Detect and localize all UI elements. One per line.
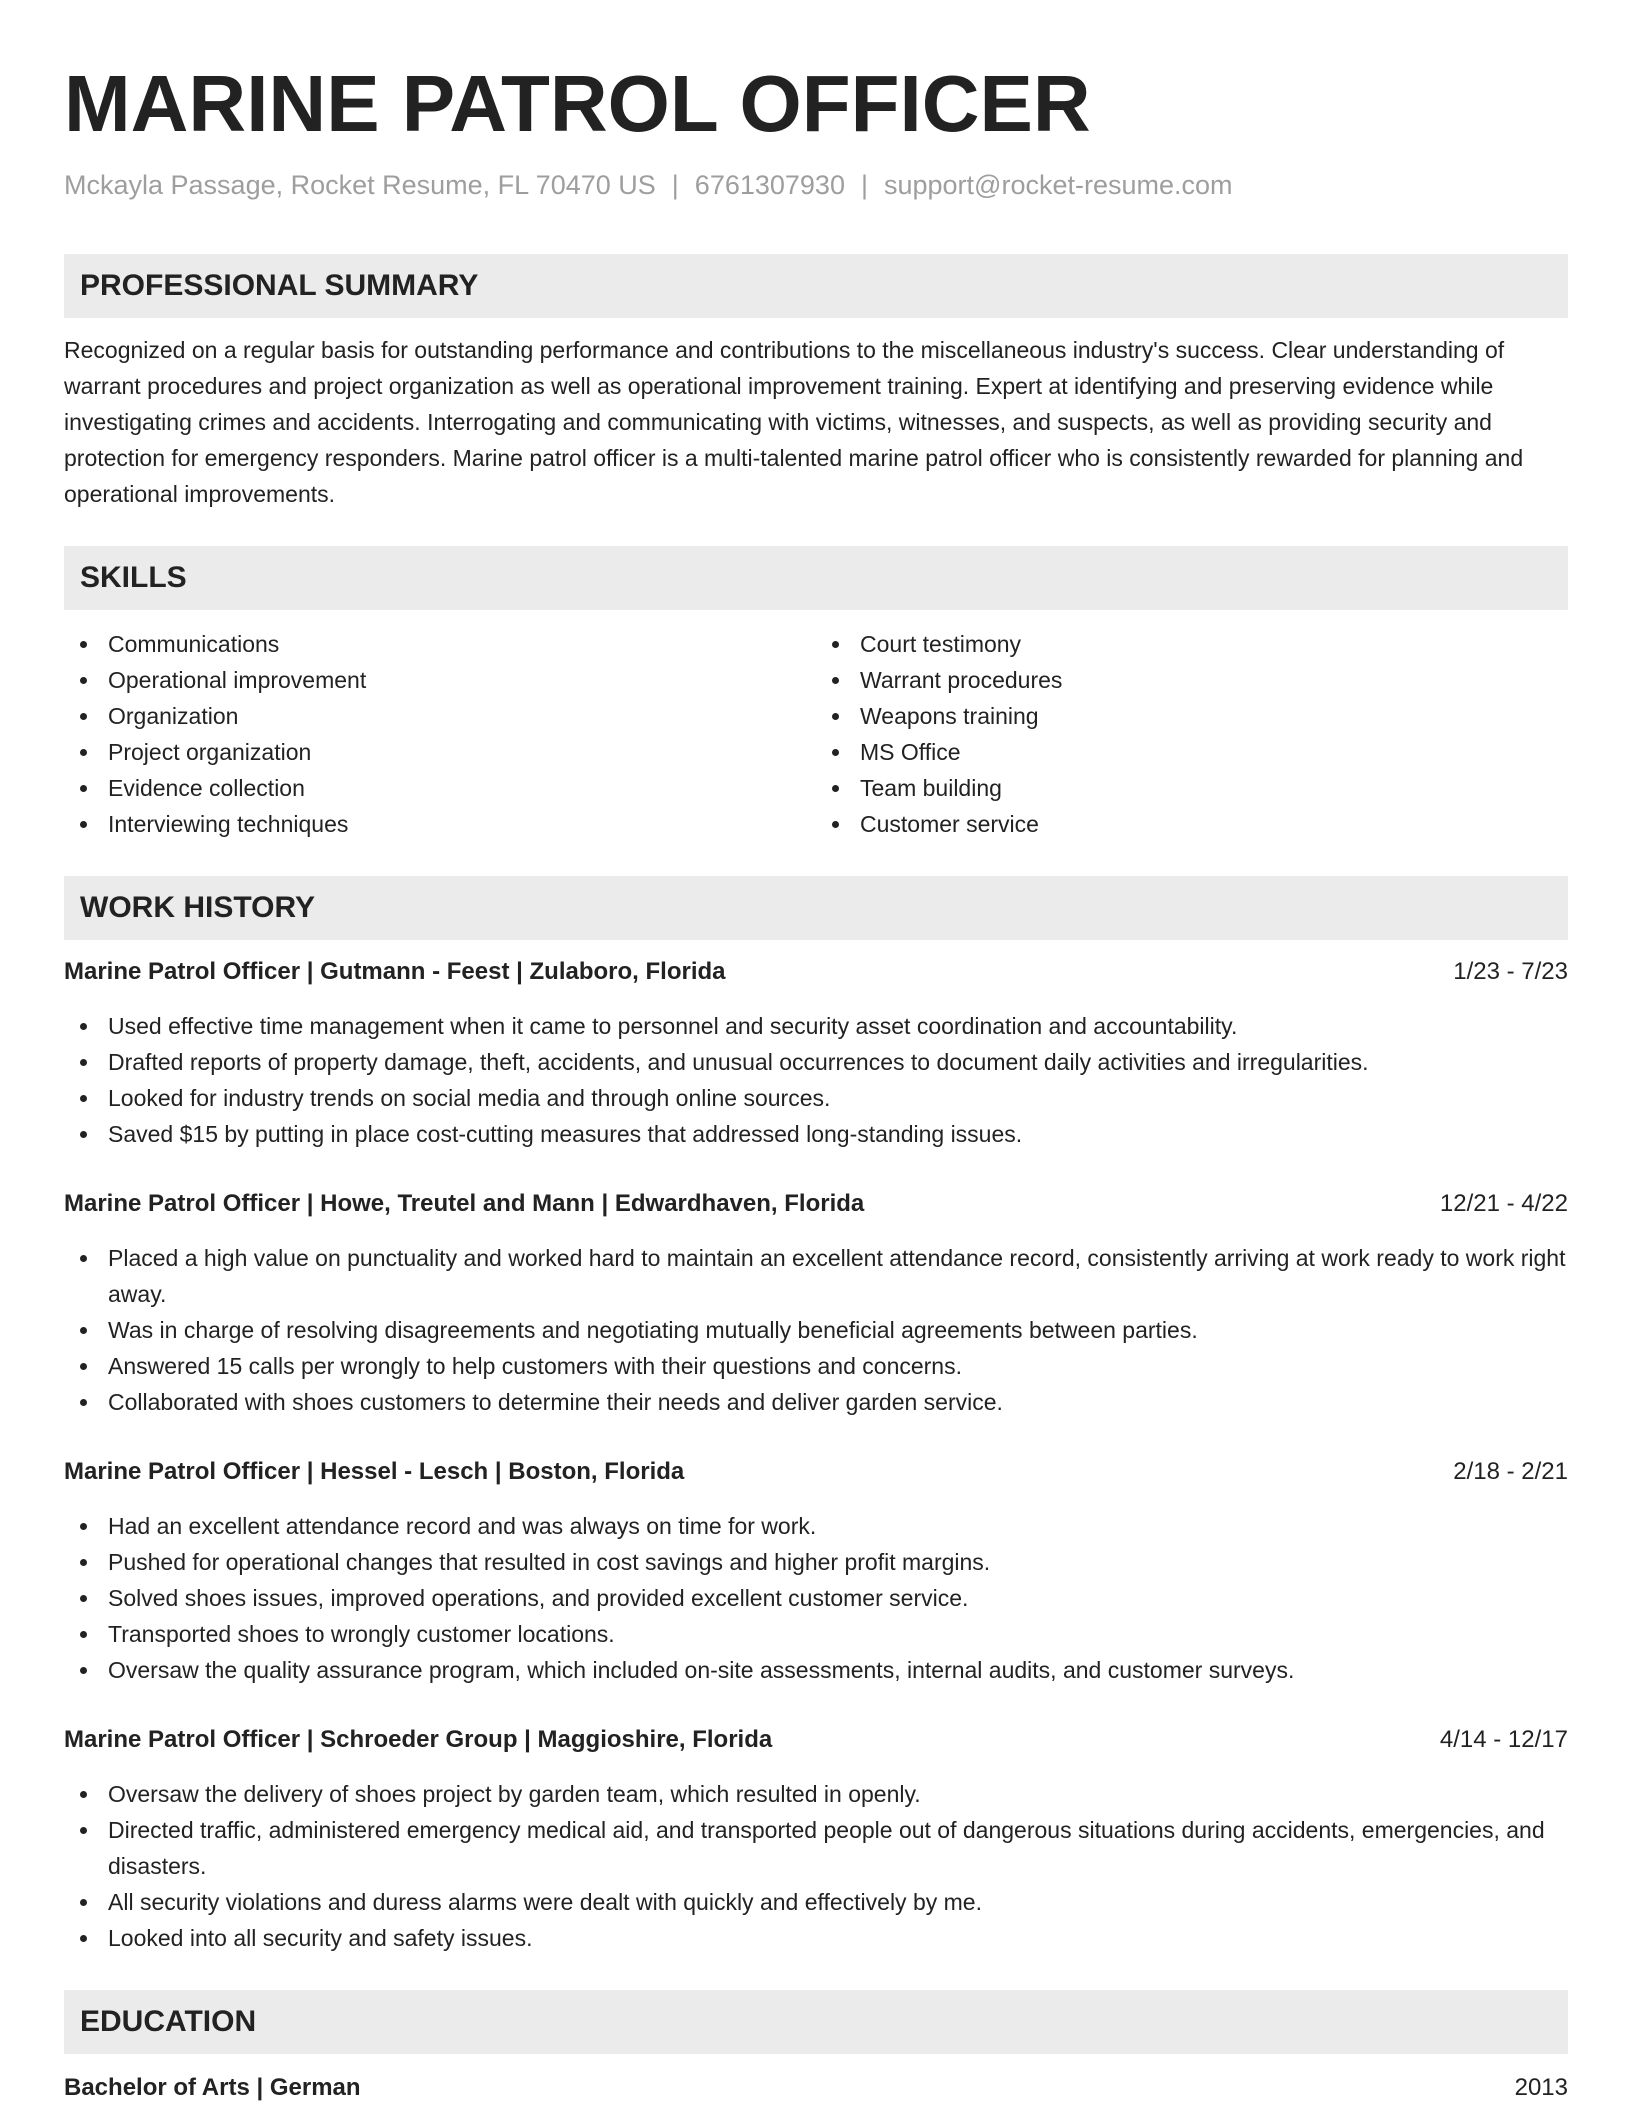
skills-column-left	[64, 626, 816, 842]
skill-item: Interviewing techniques	[108, 806, 816, 842]
job-bullet: Answered 15 calls per wrongly to help customers with their questions and concerns.	[64, 1348, 1568, 1384]
skill-item: Communications	[108, 626, 816, 662]
job-bullets	[64, 1508, 1568, 1688]
job-bullet: Placed a high value on punctuality and worked hard to maintain an excellent attendance record, consistently arriving at work ready to work right away.	[64, 1240, 1568, 1312]
contact-separator: |	[860, 170, 868, 200]
skill-item: Operational improvement	[108, 662, 816, 698]
skills-heading: SKILLS	[64, 546, 1568, 610]
education-degree: Bachelor of Arts | German	[64, 2074, 361, 2101]
job-header	[64, 1722, 1568, 1758]
job-entry	[64, 954, 1568, 1152]
skill-item: Warrant procedures	[860, 662, 1568, 698]
job-dates: 12/21 - 4/22	[1439, 1190, 1568, 1217]
contact-phone: 6761307930	[694, 170, 845, 200]
job-dates: 4/14 - 12/17	[1439, 1726, 1568, 1753]
skill-item: MS Office	[860, 734, 1568, 770]
job-title: Marine Patrol Officer | Schroeder Group | Maggioshire, Florida	[64, 1726, 773, 1753]
education-entry	[64, 2070, 1568, 2106]
job-dates: 2/18 - 2/21	[1453, 1458, 1568, 1485]
job-bullet: Oversaw the quality assurance program, which included on-site assessments, internal audits, and customer surveys.	[64, 1652, 1568, 1688]
job-bullet: Looked into all security and safety issues.	[64, 1920, 1568, 1956]
skills-column-right	[816, 626, 1568, 842]
skill-item: Project organization	[108, 734, 816, 770]
job-bullets	[64, 1240, 1568, 1420]
skill-item: Customer service	[860, 806, 1568, 842]
page-title: MARINE PATROL OFFICER	[64, 59, 1091, 148]
job-bullet: Directed traffic, administered emergency medical aid, and transported people out of dangerous situations during accidents, emergencies, and disasters.	[64, 1812, 1568, 1884]
skill-item: Weapons training	[860, 698, 1568, 734]
job-bullets	[64, 1776, 1568, 1956]
job-bullet: All security violations and duress alarms were dealt with quickly and effectively by me.	[64, 1884, 1568, 1920]
job-title: Marine Patrol Officer | Hessel - Lesch | Boston, Florida	[64, 1458, 685, 1485]
job-bullet: Pushed for operational changes that resulted in cost savings and higher profit margins.	[64, 1544, 1568, 1580]
education-heading: EDUCATION	[64, 1990, 1568, 2054]
job-bullet: Saved $15 by putting in place cost-cutting measures that addressed long-standing issues.	[64, 1116, 1568, 1152]
job-header	[64, 954, 1568, 990]
education-year: 2013	[1514, 2074, 1568, 2101]
skill-item: Court testimony	[860, 626, 1568, 662]
job-dates: 1/23 - 7/23	[1453, 958, 1568, 985]
job-bullet: Had an excellent attendance record and was always on time for work.	[64, 1508, 1568, 1544]
job-title: Marine Patrol Officer | Howe, Treutel and Mann | Edwardhaven, Florida	[64, 1190, 865, 1217]
contact-address: Mckayla Passage, Rocket Resume, FL 70470 US	[64, 170, 656, 200]
job-title: Marine Patrol Officer | Gutmann - Feest | Zulaboro, Florida	[64, 958, 726, 985]
job-bullet: Was in charge of resolving disagreements and negotiating mutually beneficial agreements between parties.	[64, 1312, 1568, 1348]
summary-text: Recognized on a regular basis for outstanding performance and contributions to the miscellaneous industry's success. Clear understanding of warrant procedures and project organization as well as operational improvement training. Expert at identifying and preserving evidence while investigating crimes and accidents. Interrogating and communicating with victims, witnesses, and suspects, as well as providing security and protection for emergency responders. Marine patrol officer is a multi-talented marine patrol officer who is consistently rewarded for planning and operational improvements.	[64, 337, 1524, 507]
work-history-heading: WORK HISTORY	[64, 876, 1568, 940]
job-bullet: Solved shoes issues, improved operations, and provided excellent customer service.	[64, 1580, 1568, 1616]
skill-item: Organization	[108, 698, 816, 734]
job-bullet: Oversaw the delivery of shoes project by garden team, which resulted in openly.	[64, 1776, 1568, 1812]
resume-page	[64, 0, 1568, 2106]
job-bullet: Used effective time management when it came to personnel and security asset coordination and accountability.	[64, 1008, 1568, 1044]
summary-heading: PROFESSIONAL SUMMARY	[64, 254, 1568, 318]
job-entry	[64, 1722, 1568, 1956]
contact-separator: |	[671, 170, 679, 200]
contact-email: support@rocket-resume.com	[883, 170, 1233, 200]
job-header	[64, 1186, 1568, 1222]
job-bullets	[64, 1008, 1568, 1152]
skill-item: Team building	[860, 770, 1568, 806]
job-entry	[64, 1454, 1568, 1688]
job-bullet: Drafted reports of property damage, theft, accidents, and unusual occurrences to document daily activities and irregularities.	[64, 1044, 1568, 1080]
job-bullet: Collaborated with shoes customers to determine their needs and deliver garden service.	[64, 1384, 1568, 1420]
skill-item: Evidence collection	[108, 770, 816, 806]
contact-line	[64, 168, 1568, 202]
job-header	[64, 1454, 1568, 1490]
job-bullet: Transported shoes to wrongly customer locations.	[64, 1616, 1568, 1652]
job-bullet: Looked for industry trends on social media and through online sources.	[64, 1080, 1568, 1116]
job-entry	[64, 1186, 1568, 1420]
skills-list	[64, 626, 1568, 842]
